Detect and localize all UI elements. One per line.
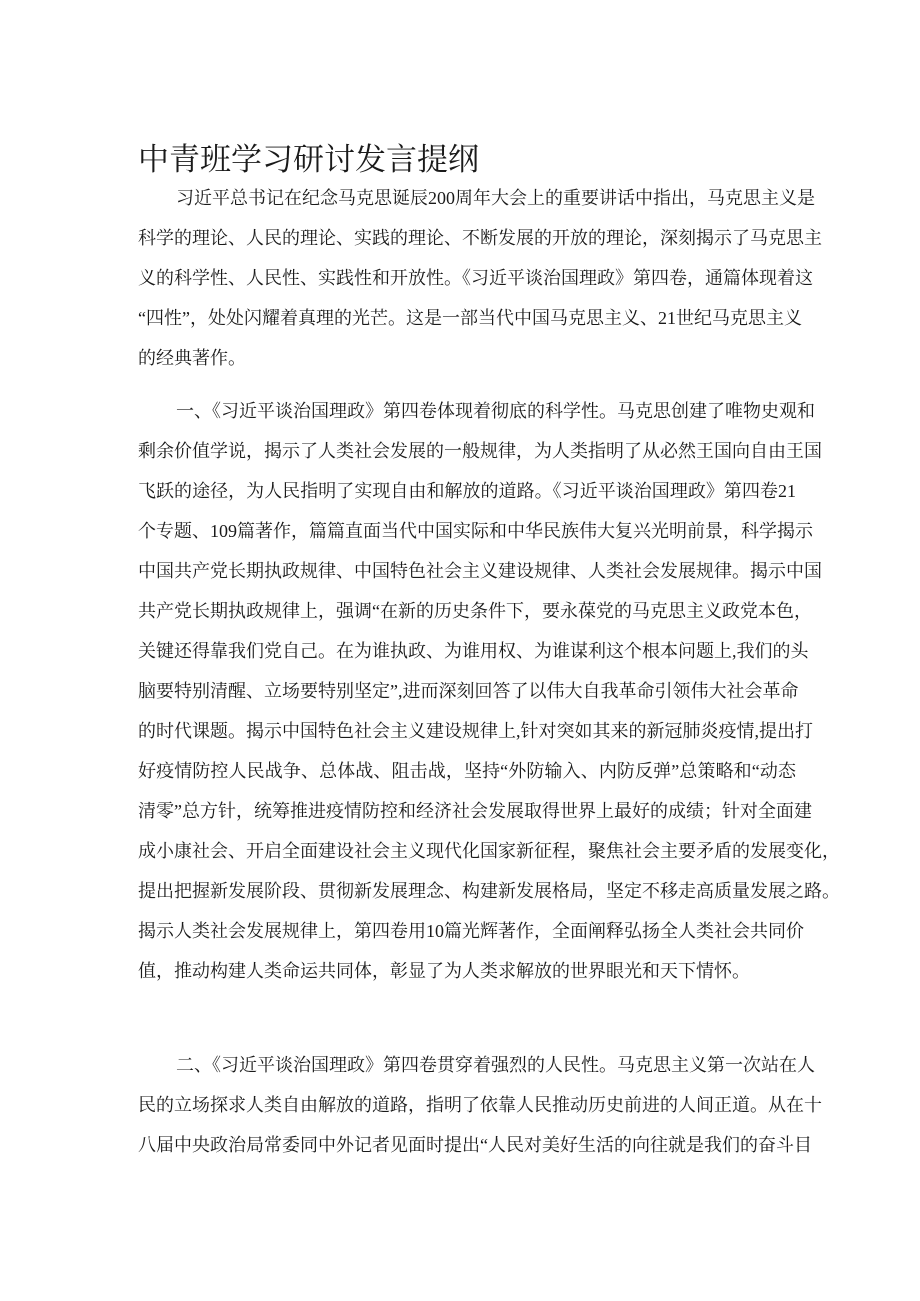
text-line: 义的科学性、人民性、实践性和开放性。《习近平谈治国理政》第四卷，通篇体现着这	[138, 268, 813, 288]
paragraph-section-one	[138, 391, 840, 991]
text-line: 揭示人类社会发展规律上，第四卷用10篇光辉著作，全面阐释弘扬全人类社会共同价	[138, 921, 804, 941]
text-line: 习近平总书记在纪念马克思诞辰200周年大会上的重要讲话中指出，马克思主义是	[176, 188, 815, 208]
text-line: 飞跃的途径，为人民指明了实现自由和解放的道路。《习近平谈治国理政》第四卷21	[138, 481, 796, 501]
text-line: 八届中央政治局常委同中外记者见面时提出“人民对美好生活的向往就是我们的奋斗目	[138, 1135, 812, 1155]
paragraph-intro	[138, 178, 822, 378]
text-line: 二、《习近平谈治国理政》第四卷贯穿着强烈的人民性。马克思主义第一次站在人	[176, 1055, 815, 1075]
text-line: 的经典著作。	[138, 348, 246, 368]
text-line: 一、《习近平谈治国理政》第四卷体现着彻底的科学性。马克思创建了唯物史观和	[176, 401, 815, 421]
text-line: 脑要特别清醒、立场要特别坚定”,进而深刻回答了以伟大自我革命引领伟大社会革命	[138, 681, 799, 701]
text-line: 个专题、109篇著作，篇篇直面当代中国实际和中华民族伟大复兴光明前景，科学揭示	[138, 521, 813, 541]
paragraph-section-two	[138, 1045, 822, 1165]
text-line: 共产党长期执政规律上，强调“在新的历史条件下，要永葆党的马克思主义政党本色，	[138, 601, 812, 621]
text-line: 剩余价值学说，揭示了人类社会发展的一般规律，为人类指明了从必然王国向自由王国	[138, 441, 822, 461]
text-line: 值，推动构建人类命运共同体，彰显了为人类求解放的世界眼光和天下情怀。	[138, 961, 750, 981]
text-line: 好疫情防控人民战争、总体战、阻击战，坚持“外防输入、内防反弹”总策略和“动态	[138, 761, 796, 781]
text-line: 民的立场探求人类自由解放的道路，指明了依靠人民推动历史前进的人间正道。从在十	[138, 1095, 822, 1115]
text-line: 提出把握新发展阶段、贯彻新发展理念、构建新发展格局，坚定不移走高质量发展之路。	[138, 881, 840, 901]
text-line: 中国共产党长期执政规律、中国特色社会主义建设规律、人类社会发展规律。揭示中国	[138, 561, 822, 581]
text-line: 成小康社会、开启全面建设社会主义现代化国家新征程，聚焦社会主要矛盾的发展变化，	[138, 841, 840, 861]
text-line: “四性”，处处闪耀着真理的光芒。这是一部当代中国马克思主义、21世纪马克思主义	[138, 308, 802, 328]
text-line: 关键还得靠我们党自己。在为谁执政、为谁用权、为谁谋利这个根本问题上,我们的头	[138, 641, 809, 661]
text-line: 清零”总方针，统筹推进疫情防控和经济社会发展取得世界上最好的成绩；针对全面建	[138, 801, 812, 821]
text-line: 的时代课题。揭示中国特色社会主义建设规律上,针对突如其来的新冠肺炎疫情,提出打	[138, 721, 813, 741]
text-line: 科学的理论、人民的理论、实践的理论、不断发展的开放的理论，深刻揭示了马克思主	[138, 228, 822, 248]
document-title: 中青班学习研讨发言提纲	[138, 142, 479, 177]
